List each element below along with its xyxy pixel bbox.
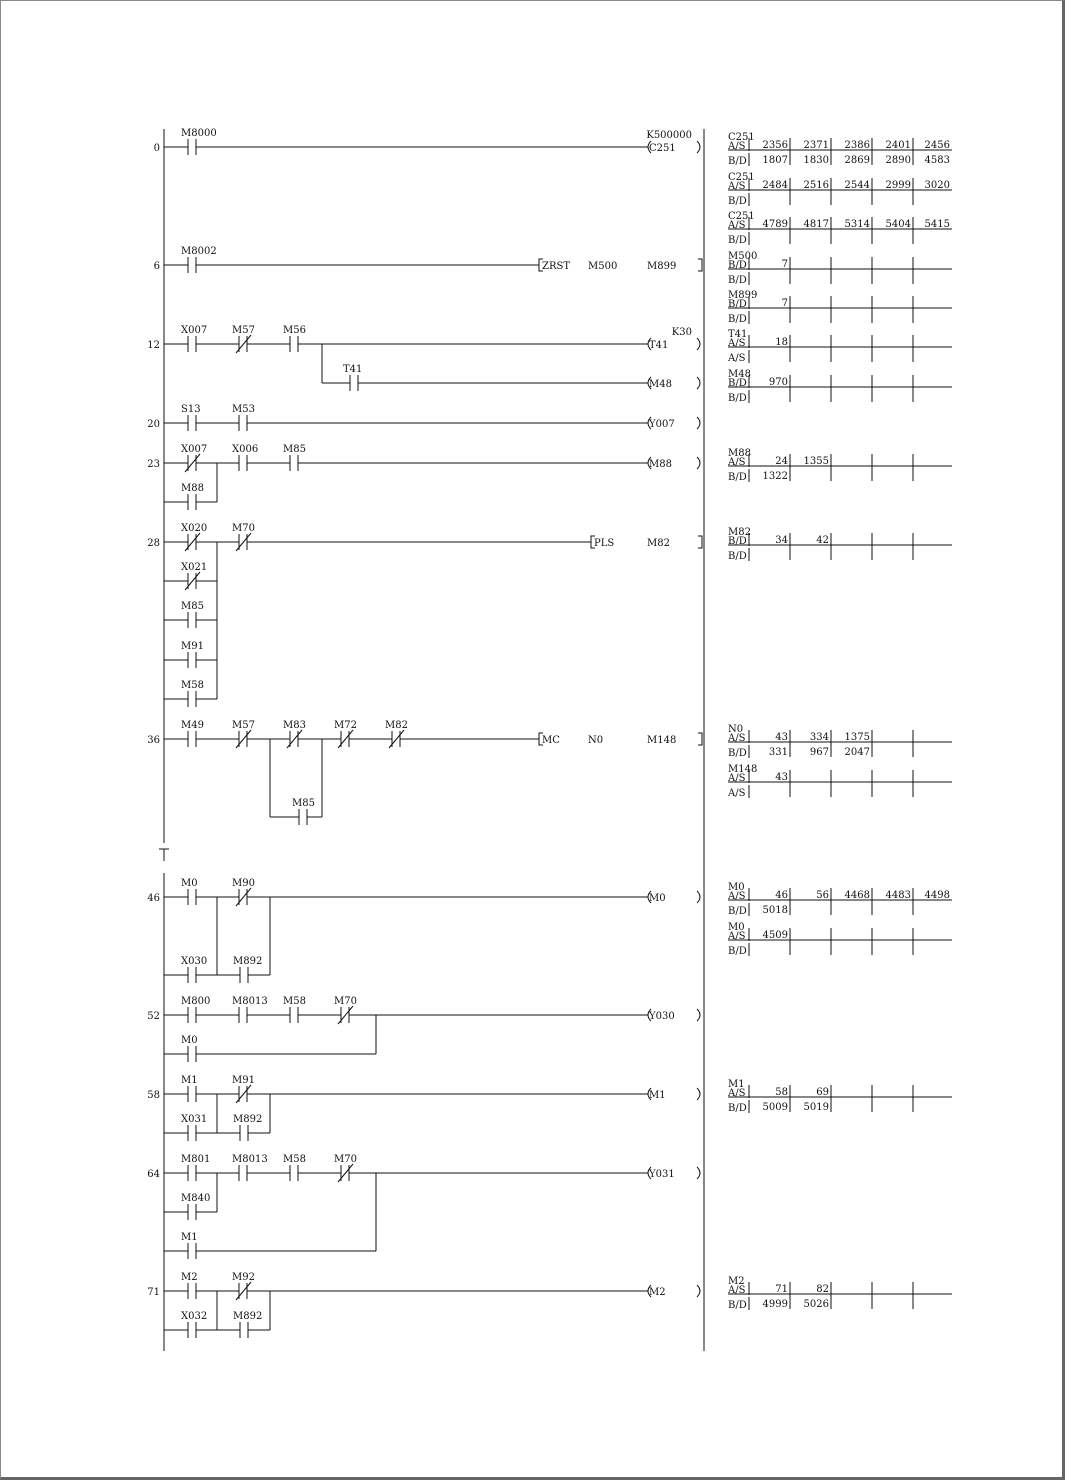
xref-value: 2456 bbox=[924, 140, 950, 151]
contact-label: X030 bbox=[181, 956, 208, 967]
xref-block-n0 bbox=[727, 724, 952, 759]
xref-block-c251 bbox=[727, 211, 952, 246]
xref-mode: A/S bbox=[728, 141, 746, 152]
contact-label: M8002 bbox=[181, 246, 217, 257]
xref-value: 69 bbox=[816, 1087, 829, 1098]
contact-label: M92 bbox=[232, 1272, 255, 1283]
xref-value: 24 bbox=[775, 456, 788, 467]
xref-value: 5415 bbox=[924, 219, 950, 230]
xref-device: M899 bbox=[728, 290, 758, 301]
xref-mode: A/S bbox=[728, 457, 746, 468]
instruction-operand: M899 bbox=[647, 261, 677, 272]
contact-label: M56 bbox=[283, 325, 306, 336]
xref-block-t41 bbox=[727, 329, 952, 364]
xref-block-m82 bbox=[728, 527, 952, 562]
xref-mode: A/S bbox=[728, 220, 746, 231]
coil-right-arc bbox=[697, 1167, 700, 1179]
xref-value: 4789 bbox=[762, 219, 788, 230]
coil-right-arc bbox=[697, 1088, 700, 1100]
rung-52 bbox=[147, 996, 700, 1062]
xref-block-m899 bbox=[728, 290, 952, 325]
contact-label: M0 bbox=[181, 878, 198, 889]
xref-value: 7 bbox=[781, 298, 788, 309]
xref-value: 71 bbox=[775, 1284, 788, 1295]
contact-label: S13 bbox=[181, 404, 201, 415]
xref-value: 5009 bbox=[762, 1102, 788, 1113]
xref-block-m48 bbox=[728, 369, 952, 404]
contact-label: M8013 bbox=[232, 1154, 268, 1165]
xref-mode: B/D bbox=[728, 314, 747, 325]
xref-value: 58 bbox=[775, 1087, 788, 1098]
xref-block-m148 bbox=[727, 764, 952, 799]
xref-block-m500 bbox=[728, 251, 952, 286]
xref-mode: B/D bbox=[728, 472, 747, 483]
contact-label: M892 bbox=[233, 1114, 263, 1125]
xref-value: 334 bbox=[809, 732, 829, 743]
contact-label: M70 bbox=[232, 523, 255, 534]
coil-right-arc bbox=[697, 1009, 700, 1021]
xref-mode: B/D bbox=[728, 260, 747, 271]
contact-label: M800 bbox=[181, 996, 211, 1007]
xref-value: 5404 bbox=[885, 219, 911, 230]
xref-value: 2386 bbox=[844, 140, 870, 151]
xref-mode: B/D bbox=[728, 275, 747, 286]
xref-device: M500 bbox=[728, 251, 758, 262]
xref-value: 331 bbox=[768, 747, 788, 758]
contact-label: M57 bbox=[232, 325, 255, 336]
contact-label: M58 bbox=[283, 1154, 306, 1165]
xref-device: C251 bbox=[728, 211, 755, 222]
contact-label: X007 bbox=[181, 444, 208, 455]
xref-device: T41 bbox=[728, 329, 748, 340]
xref-value: 2890 bbox=[885, 155, 911, 166]
xref-mode: A/S bbox=[728, 353, 746, 364]
rung-12 bbox=[147, 325, 700, 391]
contact-label: M70 bbox=[334, 996, 357, 1007]
coil-parameter: K30 bbox=[671, 327, 692, 338]
xref-value: 43 bbox=[775, 772, 788, 783]
rung-28 bbox=[147, 523, 702, 707]
xref-value: 2047 bbox=[844, 747, 870, 758]
xref-value: 970 bbox=[768, 377, 788, 388]
contact-label: X021 bbox=[181, 562, 208, 573]
xref-value: 7 bbox=[781, 259, 788, 270]
step-number: 0 bbox=[153, 143, 160, 154]
coil-right-arc bbox=[697, 338, 700, 350]
step-number: 46 bbox=[147, 893, 160, 904]
instruction-operand: N0 bbox=[588, 735, 604, 746]
xref-mode: A/S bbox=[728, 931, 746, 942]
xref-value: 1807 bbox=[762, 155, 788, 166]
contact-label: M91 bbox=[181, 641, 204, 652]
power-rails bbox=[159, 129, 704, 1351]
contact-label: M91 bbox=[232, 1075, 255, 1086]
rung-71 bbox=[147, 1272, 700, 1338]
xref-value: 46 bbox=[775, 890, 788, 901]
xref-block-c251 bbox=[727, 132, 952, 167]
coil-label: Y031 bbox=[649, 1169, 675, 1180]
step-number: 64 bbox=[147, 1169, 160, 1180]
instruction-operand: M82 bbox=[647, 538, 670, 549]
ladder-rungs bbox=[147, 128, 702, 1338]
xref-mode: A/S bbox=[728, 1285, 746, 1296]
coil-right-arc bbox=[697, 1285, 700, 1297]
xref-value: 4498 bbox=[924, 890, 950, 901]
contact-label: M892 bbox=[233, 1311, 263, 1322]
xref-mode: B/D bbox=[728, 156, 747, 167]
xref-value: 2371 bbox=[803, 140, 829, 151]
step-number: 58 bbox=[147, 1090, 160, 1101]
xref-value: 4817 bbox=[803, 219, 829, 230]
xref-value: 1355 bbox=[803, 456, 829, 467]
contact-label: M1 bbox=[181, 1075, 198, 1086]
contact-label: X020 bbox=[181, 523, 208, 534]
rung-23 bbox=[147, 444, 700, 510]
step-number: 20 bbox=[147, 419, 160, 430]
xref-device: N0 bbox=[728, 724, 744, 735]
instruction-operand: M148 bbox=[647, 735, 677, 746]
xref-mode: B/D bbox=[728, 235, 747, 246]
step-number: 6 bbox=[153, 261, 160, 272]
xref-value: 4483 bbox=[885, 890, 911, 901]
contact-label: M892 bbox=[233, 956, 263, 967]
xref-block-m0 bbox=[727, 882, 952, 917]
coil-parameter: K500000 bbox=[646, 130, 692, 141]
instruction-operand: M500 bbox=[588, 261, 618, 272]
step-number: 23 bbox=[147, 459, 160, 470]
instruction-right-bracket bbox=[698, 259, 702, 271]
contact-label: M85 bbox=[292, 798, 315, 809]
contact-label: M85 bbox=[181, 601, 204, 612]
xref-mode: B/D bbox=[728, 393, 747, 404]
xref-value: 2544 bbox=[844, 180, 870, 191]
contact-label: M72 bbox=[334, 720, 357, 731]
rung-0 bbox=[154, 128, 700, 155]
xref-value: 4509 bbox=[762, 930, 788, 941]
xref-mode: A/S bbox=[728, 338, 746, 349]
coil-label: Y007 bbox=[649, 419, 675, 430]
xref-value: 2401 bbox=[885, 140, 911, 151]
coil-right-arc bbox=[697, 457, 700, 469]
xref-value: 4583 bbox=[924, 155, 950, 166]
xref-value: 2356 bbox=[762, 140, 788, 151]
xref-value: 2869 bbox=[844, 155, 870, 166]
instruction-right-bracket bbox=[698, 733, 702, 745]
contact-label: M53 bbox=[232, 404, 255, 415]
xref-value: 1322 bbox=[762, 471, 788, 482]
cross-reference-table bbox=[727, 132, 952, 1311]
contact-label: M83 bbox=[283, 720, 306, 731]
xref-value: 82 bbox=[816, 1284, 829, 1295]
contact-label: M801 bbox=[181, 1154, 211, 1165]
xref-device: M0 bbox=[728, 922, 745, 933]
instruction-right-bracket bbox=[698, 536, 702, 548]
coil-label: M88 bbox=[649, 459, 672, 470]
contact-label: M90 bbox=[232, 878, 255, 889]
contact-label: M1 bbox=[181, 1232, 198, 1243]
contact-label: M58 bbox=[181, 680, 204, 691]
instruction-opcode: MC bbox=[542, 735, 560, 746]
coil-right-arc bbox=[697, 891, 700, 903]
coil-label: C251 bbox=[649, 143, 676, 154]
xref-device: C251 bbox=[728, 172, 755, 183]
xref-mode: B/D bbox=[728, 1103, 747, 1114]
xref-mode: B/D bbox=[728, 299, 747, 310]
contact-label: T41 bbox=[343, 364, 363, 375]
rung-36 bbox=[147, 720, 702, 825]
xref-mode: B/D bbox=[728, 196, 747, 207]
step-number: 71 bbox=[147, 1287, 160, 1298]
rung-46 bbox=[147, 878, 700, 983]
xref-mode: A/S bbox=[728, 181, 746, 192]
xref-value: 967 bbox=[809, 747, 829, 758]
xref-device: M148 bbox=[728, 764, 758, 775]
xref-value: 43 bbox=[775, 732, 788, 743]
instruction-opcode: PLS bbox=[594, 538, 615, 549]
coil-right-arc bbox=[697, 141, 700, 153]
xref-mode: A/S bbox=[728, 733, 746, 744]
step-number: 12 bbox=[147, 340, 160, 351]
xref-value: 1375 bbox=[844, 732, 870, 743]
coil-label: T41 bbox=[649, 340, 669, 351]
step-number: 52 bbox=[147, 1011, 160, 1022]
rung-6 bbox=[154, 246, 702, 273]
contact-label: M840 bbox=[181, 1193, 211, 1204]
contact-label: X032 bbox=[181, 1311, 208, 1322]
xref-value: 4999 bbox=[762, 1299, 788, 1310]
xref-block-m2 bbox=[727, 1276, 952, 1311]
xref-block-m88 bbox=[727, 448, 952, 483]
xref-value: 2516 bbox=[803, 180, 829, 191]
coil-label: M48 bbox=[649, 379, 672, 390]
xref-block-m1 bbox=[727, 1079, 952, 1114]
contact-label: M49 bbox=[181, 720, 204, 731]
rung-20 bbox=[147, 404, 700, 431]
xref-block-c251 bbox=[727, 172, 952, 207]
xref-mode: B/D bbox=[728, 378, 747, 389]
xref-mode: B/D bbox=[728, 551, 747, 562]
contact-label: M8000 bbox=[181, 128, 217, 139]
xref-device: M2 bbox=[728, 1276, 745, 1287]
xref-mode: A/S bbox=[728, 891, 746, 902]
xref-mode: B/D bbox=[728, 946, 747, 957]
rung-64 bbox=[147, 1154, 700, 1259]
contact-label: M82 bbox=[385, 720, 408, 731]
xref-device: M48 bbox=[728, 369, 751, 380]
contact-label: M8013 bbox=[232, 996, 268, 1007]
xref-value: 1830 bbox=[803, 155, 829, 166]
xref-mode: B/D bbox=[728, 1300, 747, 1311]
xref-value: 5018 bbox=[762, 905, 788, 916]
contact-label: X007 bbox=[181, 325, 208, 336]
ladder-diagram bbox=[1, 1, 1062, 1477]
xref-device: M88 bbox=[728, 448, 751, 459]
step-number: 36 bbox=[147, 735, 160, 746]
coil-right-arc bbox=[697, 377, 700, 389]
xref-value: 34 bbox=[775, 535, 788, 546]
xref-value: 18 bbox=[775, 337, 788, 348]
instruction-opcode: ZRST bbox=[542, 261, 570, 272]
xref-mode: B/D bbox=[728, 536, 747, 547]
xref-block-m0 bbox=[727, 922, 952, 957]
xref-mode: A/S bbox=[728, 773, 746, 784]
coil-label: M0 bbox=[649, 893, 666, 904]
coil-label: M1 bbox=[649, 1090, 666, 1101]
xref-mode: B/D bbox=[728, 748, 747, 759]
xref-device: M1 bbox=[728, 1079, 745, 1090]
xref-device: M82 bbox=[728, 527, 751, 538]
xref-value: 2484 bbox=[762, 180, 788, 191]
step-number: 28 bbox=[147, 538, 160, 549]
xref-mode: A/S bbox=[728, 788, 746, 799]
coil-label: Y030 bbox=[649, 1011, 675, 1022]
xref-mode: B/D bbox=[728, 906, 747, 917]
contact-label: M85 bbox=[283, 444, 306, 455]
xref-value: 5314 bbox=[844, 219, 870, 230]
contact-label: M57 bbox=[232, 720, 255, 731]
xref-value: 3020 bbox=[924, 180, 950, 191]
contact-label: M58 bbox=[283, 996, 306, 1007]
coil-label: M2 bbox=[649, 1287, 666, 1298]
xref-value: 5019 bbox=[803, 1102, 829, 1113]
contact-label: M88 bbox=[181, 483, 204, 494]
contact-label: X031 bbox=[181, 1114, 208, 1125]
xref-mode: A/S bbox=[728, 1088, 746, 1099]
rung-58 bbox=[147, 1075, 700, 1141]
coil-right-arc bbox=[697, 417, 700, 429]
contact-label: M0 bbox=[181, 1035, 198, 1046]
xref-value: 2999 bbox=[885, 180, 911, 191]
xref-device: M0 bbox=[728, 882, 745, 893]
xref-value: 5026 bbox=[803, 1299, 829, 1310]
xref-value: 4468 bbox=[844, 890, 870, 901]
xref-device: C251 bbox=[728, 132, 755, 143]
xref-value: 42 bbox=[816, 535, 829, 546]
contact-label: X006 bbox=[232, 444, 259, 455]
xref-value: 56 bbox=[816, 890, 829, 901]
contact-label: M70 bbox=[334, 1154, 357, 1165]
contact-label: M2 bbox=[181, 1272, 198, 1283]
